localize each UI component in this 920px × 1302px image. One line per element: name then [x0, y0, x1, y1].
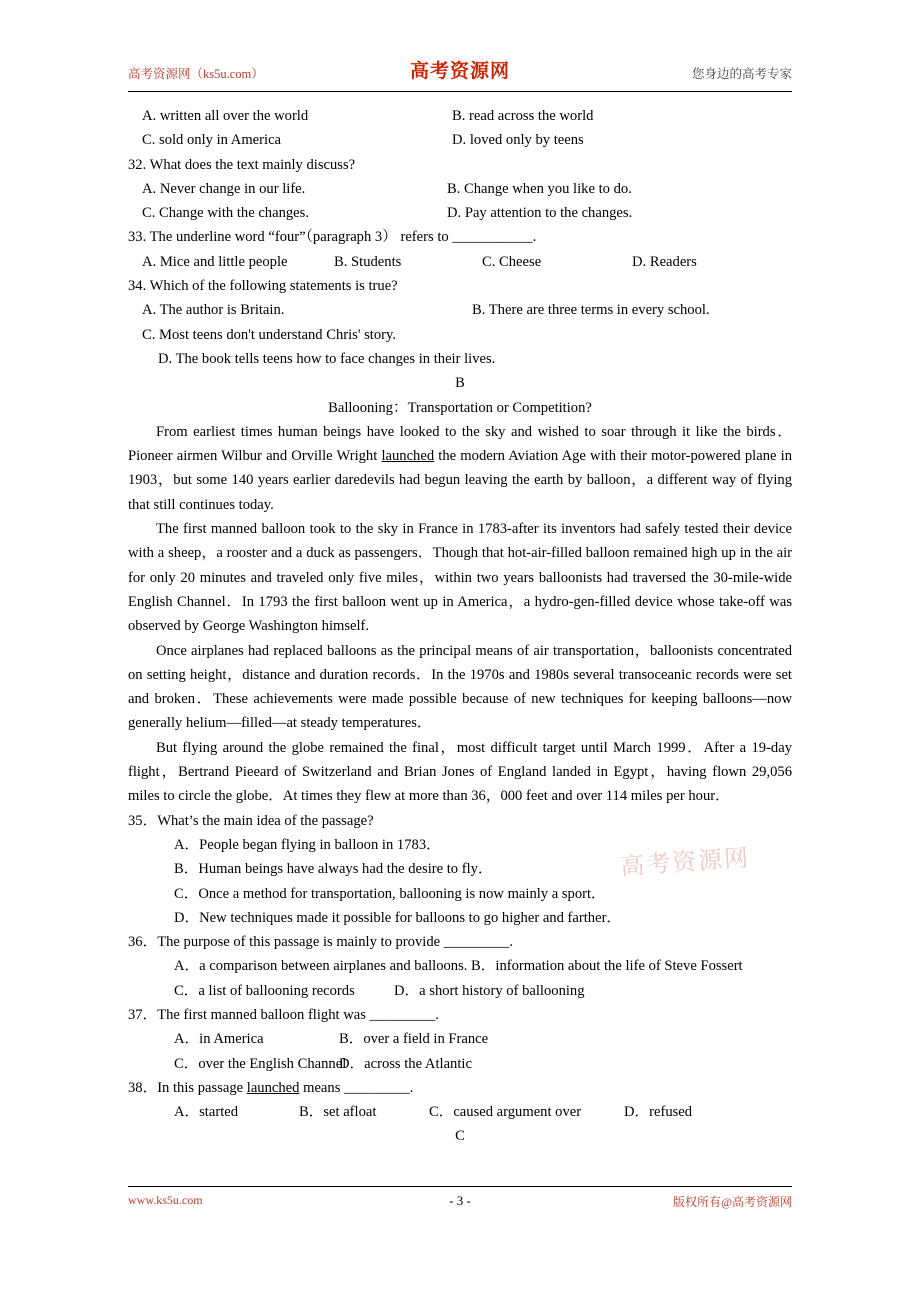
- q37-option-a: A．in America: [174, 1031, 264, 1048]
- page-header: [128, 56, 792, 92]
- question-35-stem: 35．What’s the main idea of the passage?: [128, 812, 374, 829]
- question-34-stem: 34. Which of the following statements is true?: [128, 278, 398, 295]
- q38-option-c: C．caused argument over: [429, 1104, 582, 1121]
- q32-option-d: D. Pay attention to the changes.: [447, 205, 633, 222]
- q31-option-d: D. loved only by teens: [452, 132, 584, 149]
- passage-b-paragraph-1: [128, 420, 792, 517]
- question-34-options-row-1: [128, 298, 792, 322]
- passage-b-paragraph-4: But flying around the globe remained the final，most difficult target until March 1999．After a 19-day flight，Bertrand Pieeard of Switzerland and Brian Jones of England landed in Egypt，having flown 29,056 miles to circle the globe．At times they flew at more than 36，000 feet and over 114 miles per hour．: [128, 739, 792, 805]
- footer-url: www.ks5u.com: [128, 1193, 203, 1207]
- q38-underlined-word: launched: [246, 1079, 300, 1096]
- question-34-option-d: D. The book tells teens how to face changes in their lives.: [158, 350, 496, 367]
- question-34-option-c: C. Most teens don't understand Chris' story.: [142, 326, 397, 343]
- q32-option-a: A. Never change in our life.: [142, 180, 306, 197]
- q33-option-d: D. Readers: [632, 253, 697, 270]
- question-32-options-row-2: [128, 201, 792, 225]
- question-37-stem: 37．The first manned balloon flight was _________.: [128, 1006, 439, 1023]
- question-32-options-row-1: [128, 177, 792, 201]
- footer-page-number: - 3 -: [449, 1193, 471, 1208]
- question-35-option-a: A．People began flying in balloon in 1783．: [174, 836, 441, 853]
- question-37-options-row-2: [128, 1052, 792, 1076]
- paragraph-1-part-2: the modern Aviation Age with their motor-powered plane in 1903，but some 140 years earlier daredevils had begun leaving the earth by balloon，a different way of flying that still continues today.: [128, 448, 793, 513]
- question-36-stem: 36．The purpose of this passage is mainly to provide _________.: [128, 934, 514, 951]
- paragraph-1-underlined-word: launched: [381, 448, 435, 465]
- q32-option-b: B. Change when you like to do.: [447, 180, 632, 197]
- section-b-label: B: [455, 375, 465, 392]
- q33-option-b: B. Students: [334, 253, 402, 270]
- question-36-options-ab: A．a comparison between airplanes and balloons. B．information about the life of Steve Fossert: [174, 958, 743, 975]
- question-33-stem: 33. The underline word “four”（paragraph 3） refers to ___________.: [128, 229, 537, 246]
- passage-b-paragraph-3: Once airplanes had replaced balloons as the principal means of air transportation，balloonists concentrated on setting height，distance and duration records．In the 1970s and 1980s several transoceanic records were set and broken．These achievements were made possible because of new techniques for keeping balloons—now generally helium—filled—at steady temperatures．: [128, 642, 792, 732]
- page-content: [128, 104, 792, 1149]
- watermark-text: 高考资源网: [619, 845, 751, 881]
- header-logo-text: 高考资源网: [409, 61, 511, 82]
- q38-option-d: D．refused: [624, 1104, 693, 1121]
- q32-option-c: C. Change with the changes.: [142, 205, 309, 222]
- passage-b-paragraph-2: The first manned balloon took to the sky in France in 1783-after its inventors had safely tested their device with a sheep，a rooster and a duck as passengers．Though that hot-air-filled balloon remained high up in the air for only 20 minutes and traveled only five miles，within two years balloonists had traversed the 30-mile-wide English Channel．In 1793 the first balloon went up in America，a hydro-gen-filled device whose take-off was observed by George Washington himself.: [128, 521, 792, 635]
- question-32-stem: 32. What does the text mainly discuss?: [128, 156, 356, 173]
- header-site-name: 高考资源网（ks5u.com）: [128, 67, 264, 81]
- q37-option-c: C．over the English Channel: [174, 1055, 347, 1072]
- q34-option-b: B. There are three terms in every school.: [472, 302, 710, 319]
- page-footer: [128, 1186, 792, 1216]
- question-35-option-d: D．New techniques made it possible for balloons to go higher and farther．: [174, 909, 622, 926]
- q36-option-c: C．a list of ballooning records: [174, 982, 355, 999]
- question-35-option-c: C．Once a method for transportation, ballooning is now mainly a sport．: [174, 885, 606, 902]
- question-31-options-row-2: [128, 128, 792, 152]
- paragraph-1-part-1: From earliest times human beings have looked to the sky and wished to soar through it like the birds．Pioneer airmen Wilbur and Orville Wright: [128, 423, 792, 465]
- q34-option-a: A. The author is Britain.: [142, 302, 285, 319]
- q38-stem-part-2: means _________.: [299, 1079, 414, 1096]
- q37-option-d: D．across the Atlantic: [339, 1055, 472, 1072]
- question-38-stem: [128, 1076, 792, 1100]
- question-35-option-b: B．Human beings have always had the desire to fly．: [174, 861, 493, 878]
- passage-b-title: Ballooning：Transportation or Competition?: [328, 399, 592, 416]
- footer-copyright: 版权所有@高考资源网: [672, 1195, 792, 1209]
- q33-option-a: A. Mice and little people: [142, 253, 288, 270]
- question-31-options-row-1: [128, 104, 792, 128]
- q38-stem-part-1: 38．In this passage: [128, 1079, 247, 1096]
- question-33-options-row: [128, 250, 792, 274]
- question-36-options-cd: [128, 979, 792, 1003]
- q31-option-a: A. written all over the world: [142, 108, 309, 124]
- q31-option-c: C. sold only in America: [142, 132, 282, 149]
- q36-option-d: D．a short history of ballooning: [394, 982, 585, 999]
- question-38-options-row: [128, 1100, 792, 1124]
- q37-option-b: B．over a field in France: [339, 1031, 489, 1048]
- q38-option-a: A．started: [174, 1104, 239, 1121]
- q38-option-b: B．set afloat: [299, 1104, 377, 1121]
- question-37-options-row-1: [128, 1027, 792, 1051]
- header-slogan: 您身边的高考专家: [691, 67, 792, 81]
- q33-option-c: C. Cheese: [482, 253, 542, 270]
- section-c-label: C: [455, 1128, 465, 1145]
- q31-option-b: B. read across the world: [452, 108, 594, 124]
